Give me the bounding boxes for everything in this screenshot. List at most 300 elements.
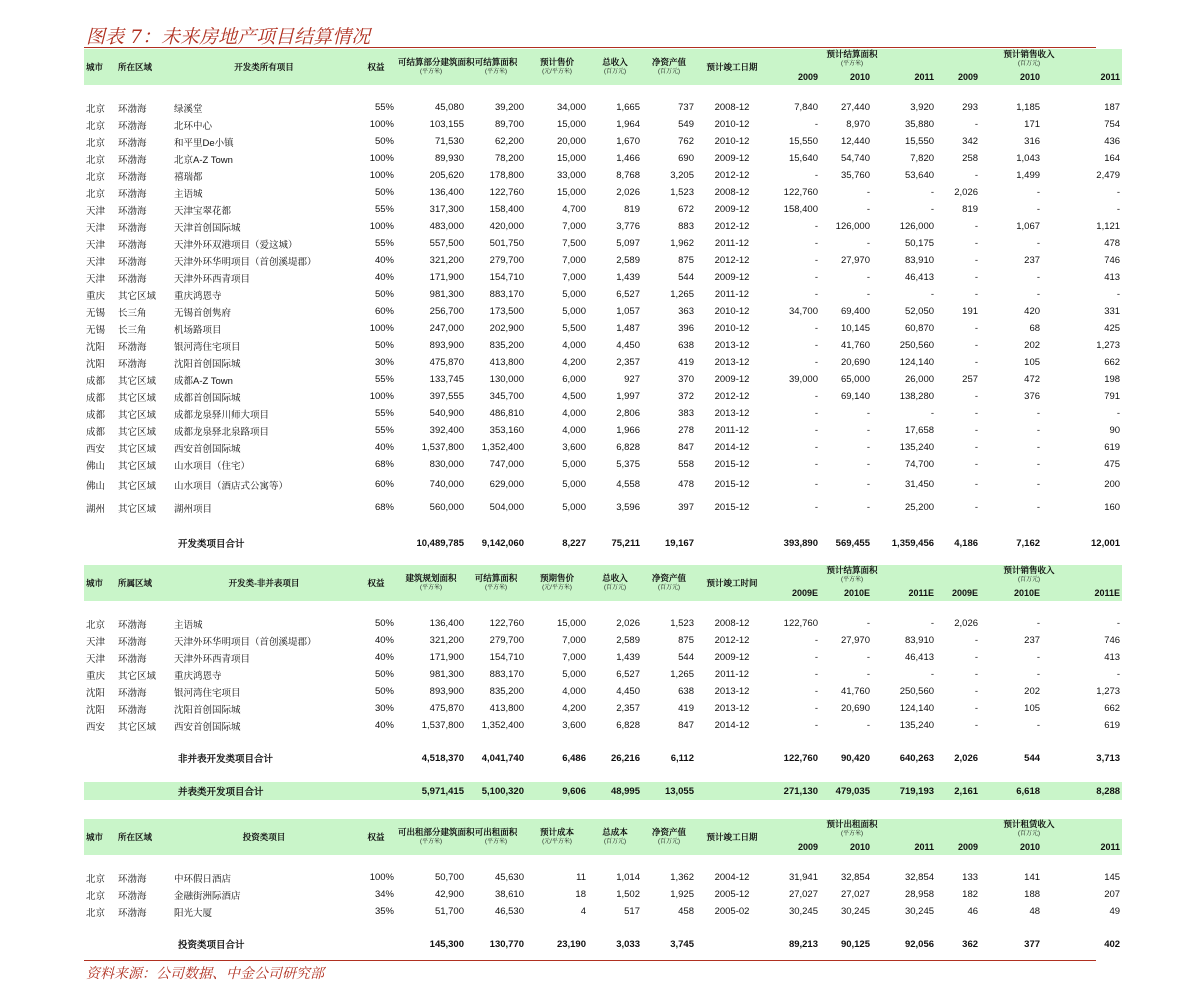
table-cell: 425 (1104, 323, 1121, 334)
table-cell: 1,499 (1016, 170, 1041, 181)
table-cell: - (866, 272, 870, 283)
table-cell (84, 533, 116, 553)
table-cell: 天津外环华明项目（首创溪堤郡） (174, 636, 317, 648)
table-cell: 天津 (86, 256, 106, 268)
col-header-year (768, 585, 820, 601)
col-group-revenue-label: 预计租赁收入 (1003, 819, 1055, 829)
table-cell: 环渤海 (118, 687, 147, 699)
table-cell: 其它区域 (118, 503, 157, 515)
table-cell: 835,200 (489, 340, 524, 351)
table-cell: 4,558 (616, 479, 640, 490)
table-cell: 737 (678, 102, 694, 113)
table-cell: 湖州 (86, 503, 106, 515)
col-header-year (936, 585, 980, 601)
col-header-year-label: 2010 (1020, 842, 1041, 852)
col-header-settle-area-unit: (平方米) (485, 585, 507, 591)
table-cell: 17,658 (904, 425, 935, 436)
table-cell: 198 (1104, 374, 1121, 385)
table-row (84, 150, 1122, 167)
table-cell: 316 (1024, 136, 1041, 147)
table-cell: 2013-12 (714, 703, 750, 714)
table-row (84, 405, 1122, 422)
table-cell: 27,027 (788, 889, 818, 900)
table-cell: 413 (1104, 272, 1121, 283)
col-header-completion-label: 预计竣工日期 (706, 62, 758, 72)
chart-title: 图表 7：未来房地产项目结算情况 (86, 26, 371, 48)
table-cell: 2011-12 (714, 238, 750, 249)
table-cell: - (866, 652, 870, 663)
table-cell: 638 (678, 340, 694, 351)
table-cell: 28,958 (904, 889, 935, 900)
table-cell: - (930, 408, 935, 419)
col-header-settle-area (466, 565, 526, 601)
table-row (84, 632, 1122, 649)
table-cell: 50% (374, 340, 394, 351)
table-cell: 271,130 (768, 782, 820, 800)
table-cell: 372 (678, 391, 694, 402)
table-cell (696, 934, 768, 954)
table-cell: 402 (1104, 938, 1121, 950)
table-cell: 1,185 (1016, 102, 1041, 113)
table-cell: 362 (962, 938, 979, 950)
table-cell: 环渤海 (118, 873, 147, 885)
table-cell: 75,211 (611, 537, 640, 549)
table-cell: 2,806 (616, 408, 640, 419)
table-cell: 2009-12 (714, 374, 750, 385)
table-cell: 3,920 (910, 102, 935, 113)
table-cell: 3,033 (616, 938, 640, 950)
table-cell: 30,245 (788, 906, 818, 917)
table-cell: 154,710 (489, 272, 524, 283)
table-cell: 天津外环西青项目 (174, 273, 251, 285)
table-cell: 540,900 (429, 408, 464, 419)
table-cell: 6,828 (616, 720, 640, 731)
table-cell: 沈阳 (86, 704, 106, 716)
table-cell: - (814, 703, 818, 714)
table-cell: 141 (1024, 872, 1041, 883)
table-row (84, 649, 1122, 666)
table-cell: 15,550 (904, 136, 935, 147)
table-cell: - (974, 323, 979, 334)
col-header-year-label: 2009E (791, 588, 818, 598)
table-cell: 4,450 (616, 686, 640, 697)
col-group-revenue-label: 预计销售收入 (1003, 565, 1055, 575)
col-header-settle-area-label: 可结算面积 (474, 573, 518, 583)
col-group-revenue-label: 预计销售收入 (1003, 49, 1055, 59)
table-cell: 中环假日酒店 (174, 873, 232, 885)
table-cell: 158,400 (489, 204, 524, 215)
table-cell: 32,854 (840, 872, 870, 883)
table-cell: 819 (624, 204, 640, 215)
table-cell: - (866, 618, 870, 629)
table-cell: 北京 (86, 907, 106, 919)
table-row (84, 354, 1122, 371)
table-cell: 746 (1104, 635, 1121, 646)
table-cell: - (814, 502, 818, 513)
table-cell: 北京 (86, 103, 106, 115)
table-cell: 483,000 (429, 221, 464, 232)
col-header-city (84, 819, 116, 855)
table-cell: 阳光大厦 (174, 907, 213, 919)
table-cell: 1,121 (1096, 221, 1121, 232)
table-cell: 257 (962, 374, 979, 385)
table-cell (116, 748, 172, 768)
table-cell: 10,489,785 (416, 537, 464, 549)
col-header-year (768, 69, 820, 85)
table-cell: 2012-12 (714, 170, 750, 181)
table-cell: 33,000 (556, 170, 586, 181)
sec3-table (84, 819, 1122, 954)
col-group-area (768, 819, 936, 839)
col-header-nav (642, 819, 696, 855)
title-rule (84, 47, 1096, 48)
table-cell: 293 (962, 102, 979, 113)
col-header-completion (696, 565, 768, 601)
table-cell: 100% (369, 170, 394, 181)
table-cell: - (930, 187, 935, 198)
table-cell: 27,440 (840, 102, 870, 113)
table-cell: - (1116, 408, 1121, 419)
col-header-year (1042, 585, 1122, 601)
col-header-revenue-unit: (百万元) (604, 839, 626, 845)
table-cell: 237 (1024, 635, 1041, 646)
table-cell: 55% (374, 425, 394, 436)
table-row (84, 903, 1122, 920)
col-header-building-area-label: 建筑规划面积 (405, 573, 457, 583)
table-cell: 重庆 (86, 290, 106, 302)
table-cell: - (814, 323, 818, 334)
table-cell: - (974, 272, 979, 283)
table-cell: 376 (1024, 391, 1041, 402)
table-cell: 天津 (86, 653, 106, 665)
table-cell: 环渤海 (118, 239, 147, 251)
table-cell: 557,500 (429, 238, 464, 249)
col-header-building-area-label: 可出租部分建筑面积 (398, 827, 475, 837)
col-header-project (172, 49, 356, 85)
table-cell: 7,000 (562, 635, 586, 646)
table-cell: 178,800 (489, 170, 524, 181)
table-cell: 15,000 (556, 153, 586, 164)
table-cell: 34% (374, 889, 394, 900)
col-header-year (936, 839, 980, 855)
table-cell: 1,273 (1096, 686, 1121, 697)
table-cell: 46,530 (494, 906, 524, 917)
table-cell: - (814, 391, 818, 402)
col-header-nav-label: 净资产值 (651, 573, 686, 583)
table-cell: 40% (374, 652, 394, 663)
subtotal-row (84, 748, 1122, 768)
table-cell: 10,145 (840, 323, 870, 334)
table-cell: 393,890 (783, 537, 818, 549)
table-cell: 4,186 (954, 537, 979, 549)
table-cell: 126,000 (899, 221, 935, 232)
table-cell: 34,700 (788, 306, 818, 317)
table-cell: 1,523 (670, 187, 694, 198)
col-header-year (768, 839, 820, 855)
table-cell: 49 (1109, 906, 1121, 917)
table-cell: - (1036, 459, 1041, 470)
col-header-revenue-label: 总收入 (602, 57, 628, 67)
col-header-price (526, 49, 588, 85)
table-cell: 并表类开发项目合计 (172, 782, 356, 800)
table-cell: 开发类项目合计 (178, 539, 245, 550)
table-cell: 558 (678, 459, 694, 470)
table-cell: 2,026 (954, 618, 979, 629)
table-cell: 4,700 (562, 204, 586, 215)
table-cell: - (1036, 425, 1041, 436)
table-cell: 83,910 (904, 255, 935, 266)
table-cell: 7,000 (562, 652, 586, 663)
table-cell: 191 (962, 306, 979, 317)
table-cell: 成都龙泉驿川师大项目 (174, 409, 270, 421)
table-cell: 45,080 (434, 102, 464, 113)
table-cell: 847 (678, 720, 694, 731)
table-cell: 15,000 (556, 187, 586, 198)
table-cell: 672 (678, 204, 694, 215)
table-cell: 2,026 (616, 187, 640, 198)
col-header-settle-area (466, 49, 526, 85)
col-header-year (980, 839, 1042, 855)
col-header-year (936, 69, 980, 85)
table-cell: 银河湾住宅项目 (174, 341, 241, 353)
table-cell: 690 (678, 153, 694, 164)
col-header-building-area-label: 可结算部分建筑面积 (398, 57, 475, 67)
table-cell: 419 (678, 357, 694, 368)
table-cell: 51,700 (434, 906, 464, 917)
table-cell: 其它区域 (118, 290, 157, 302)
table-cell: 2008-12 (714, 187, 750, 198)
table-cell: 835,200 (489, 686, 524, 697)
table-cell: 321,200 (429, 255, 464, 266)
table-cell: 278 (678, 425, 694, 436)
table-cell: - (866, 408, 870, 419)
table-cell: 北京 (86, 120, 106, 132)
table-cell: - (974, 391, 979, 402)
table-cell: 45,630 (494, 872, 524, 883)
table-cell: 105 (1024, 357, 1041, 368)
table-cell: 103,155 (429, 119, 464, 130)
table-cell: - (974, 635, 979, 646)
table-cell: 830,000 (429, 459, 464, 470)
table-cell: 4,000 (562, 686, 586, 697)
table-cell: 60% (374, 306, 394, 317)
table-cell: 135,240 (899, 720, 935, 731)
table-cell: 5,000 (562, 669, 586, 680)
table-cell: 619 (1104, 720, 1121, 731)
table-cell: 1,352,400 (481, 442, 524, 453)
table-cell: 629,000 (489, 479, 524, 490)
table-cell: 天津首创国际城 (174, 222, 241, 234)
table-cell: 北京 (86, 137, 106, 149)
table-cell: 883,170 (489, 289, 524, 300)
table-cell: 478 (1104, 238, 1121, 249)
table-cell: 105 (1024, 703, 1041, 714)
table-cell: - (974, 479, 979, 490)
table-cell: 其它区域 (118, 670, 157, 682)
table-cell: 392,400 (429, 425, 464, 436)
col-header-year-label: 2009 (958, 842, 979, 852)
table-cell: 875 (678, 255, 694, 266)
col-header-year-label: 2010 (849, 72, 870, 82)
table-cell: 2004-12 (714, 872, 750, 883)
table-cell: 122,760 (783, 752, 818, 764)
table-cell: - (814, 221, 818, 232)
table-cell: 3,205 (670, 170, 694, 181)
table-cell: 662 (1104, 703, 1121, 714)
table-cell: 353,160 (489, 425, 524, 436)
table-cell: 5,971,415 (396, 782, 466, 800)
table-cell: 8,970 (846, 119, 870, 130)
table-cell: 北京 (86, 188, 106, 200)
table-cell: - (974, 502, 979, 513)
table-cell: 7,000 (562, 255, 586, 266)
table-cell: 124,140 (899, 703, 935, 714)
table-row (84, 666, 1122, 683)
table-cell: 7,000 (562, 221, 586, 232)
table-cell: 100% (369, 119, 394, 130)
col-header-price-label: 预期售价 (539, 573, 574, 583)
table-cell (356, 748, 396, 768)
table-cell: - (814, 479, 818, 490)
table-cell: 34,000 (556, 102, 586, 113)
table-cell: 883 (678, 221, 694, 232)
col-header-year-label: 2011E (908, 588, 935, 598)
col-group-revenue-unit: (百万元) (1018, 831, 1041, 837)
table-cell: 长三角 (118, 324, 147, 336)
table-cell: - (866, 459, 870, 470)
table-cell: - (814, 686, 818, 697)
table-cell: - (1116, 204, 1121, 215)
table-cell: 6,618 (980, 782, 1042, 800)
table-cell: 256,700 (429, 306, 464, 317)
table-cell: 31,941 (788, 872, 818, 883)
table-cell: 环渤海 (118, 636, 147, 648)
col-header-building-area-unit: (平方米) (420, 69, 442, 75)
table-cell: 2010-12 (714, 136, 750, 147)
table-cell: 145 (1104, 872, 1121, 883)
table-row (84, 422, 1122, 439)
table-cell: 6,527 (616, 289, 640, 300)
table-cell: 26,216 (610, 752, 640, 764)
table-cell: 2011-12 (714, 425, 750, 436)
table-cell: 长三角 (118, 307, 147, 319)
table-cell: 35,880 (904, 119, 935, 130)
table-cell: 370 (678, 374, 694, 385)
table-cell: 30% (374, 703, 394, 714)
table-cell: 天津外环双港项目（爱这城） (174, 239, 298, 251)
table-cell: 258 (962, 153, 979, 164)
table-cell: 544 (1024, 752, 1041, 764)
table-cell: 天津 (86, 205, 106, 217)
table-cell: 41,760 (840, 340, 870, 351)
col-header-settle-area-label: 可出租面积 (474, 827, 518, 837)
col-header-revenue (588, 49, 642, 85)
table-row (84, 167, 1122, 184)
col-group-area-unit: (平方米) (841, 577, 864, 583)
table-cell: 746 (1104, 255, 1121, 266)
table-cell: 1,057 (616, 306, 640, 317)
spacer (84, 519, 1122, 533)
table-cell: 1,439 (616, 272, 640, 283)
table-cell: - (866, 187, 870, 198)
table-cell: 475 (1104, 459, 1121, 470)
col-header-completion (696, 819, 768, 855)
table-cell: 环渤海 (118, 704, 147, 716)
col-header-equity (356, 819, 396, 855)
table-cell: - (866, 720, 870, 731)
table-cell: 200 (1104, 479, 1121, 490)
col-header-price-label: 预计成本 (539, 827, 574, 837)
table-cell: 环渤海 (118, 222, 147, 234)
col-header-nav (642, 565, 696, 601)
section-unconsolidated-projects (84, 565, 1121, 800)
table-cell: 130,770 (489, 938, 524, 950)
table-cell: 46,413 (904, 652, 935, 663)
table-cell: - (814, 635, 818, 646)
table-cell: 2010-12 (714, 119, 750, 130)
table-cell: 2015-12 (714, 502, 750, 513)
col-group-area-unit: (平方米) (841, 61, 864, 67)
table-cell: 847 (678, 442, 694, 453)
table-cell: - (814, 255, 818, 266)
table-cell (116, 782, 172, 800)
table-cell: 42,900 (434, 889, 464, 900)
col-header-year-label: 2009 (797, 842, 818, 852)
spacer (84, 920, 1122, 934)
table-cell: 沈阳首创国际城 (174, 704, 241, 716)
col-header-building-area (396, 49, 475, 85)
table-cell: 无锡 (86, 307, 106, 319)
table-cell: - (1116, 187, 1121, 198)
table-cell: - (1036, 204, 1041, 215)
col-header-settle-area-unit: (平方米) (485, 839, 507, 845)
table-cell: 2011-12 (714, 289, 750, 300)
table-cell: 2012-12 (714, 635, 750, 646)
table-row (84, 869, 1122, 886)
col-header-year-label: 2011 (914, 72, 935, 82)
table-cell: 成都 (86, 375, 106, 387)
table-row (84, 252, 1122, 269)
combined-total-row (84, 782, 1122, 800)
table-cell: 2012-12 (714, 255, 750, 266)
table-cell: 136,400 (429, 187, 464, 198)
table-row (84, 235, 1122, 252)
table-cell: 15,000 (556, 618, 586, 629)
table-cell: 145,300 (429, 938, 464, 950)
table-row (84, 116, 1122, 133)
col-header-settle-area-unit: (平方米) (485, 69, 507, 75)
table-cell: 893,900 (429, 340, 464, 351)
table-cell: 317,300 (429, 204, 464, 215)
table-cell: - (930, 289, 935, 300)
table-cell: 天津 (86, 239, 106, 251)
table-cell: - (974, 408, 979, 419)
col-header-region (116, 819, 172, 855)
table-cell: 4,500 (562, 391, 586, 402)
table-cell (116, 934, 172, 954)
table-cell: 136,400 (429, 618, 464, 629)
table-cell: 2,161 (936, 782, 980, 800)
table-cell: 3,713 (1096, 752, 1121, 764)
table-cell: 佛山 (86, 460, 106, 472)
table-cell: 环渤海 (118, 171, 147, 183)
table-row (84, 99, 1122, 116)
table-cell: 金融街洲际酒店 (174, 890, 241, 902)
table-cell: 重庆 (86, 670, 106, 682)
table-cell: 4,200 (562, 357, 586, 368)
source-rule (84, 960, 1096, 961)
col-header-year (820, 839, 872, 855)
